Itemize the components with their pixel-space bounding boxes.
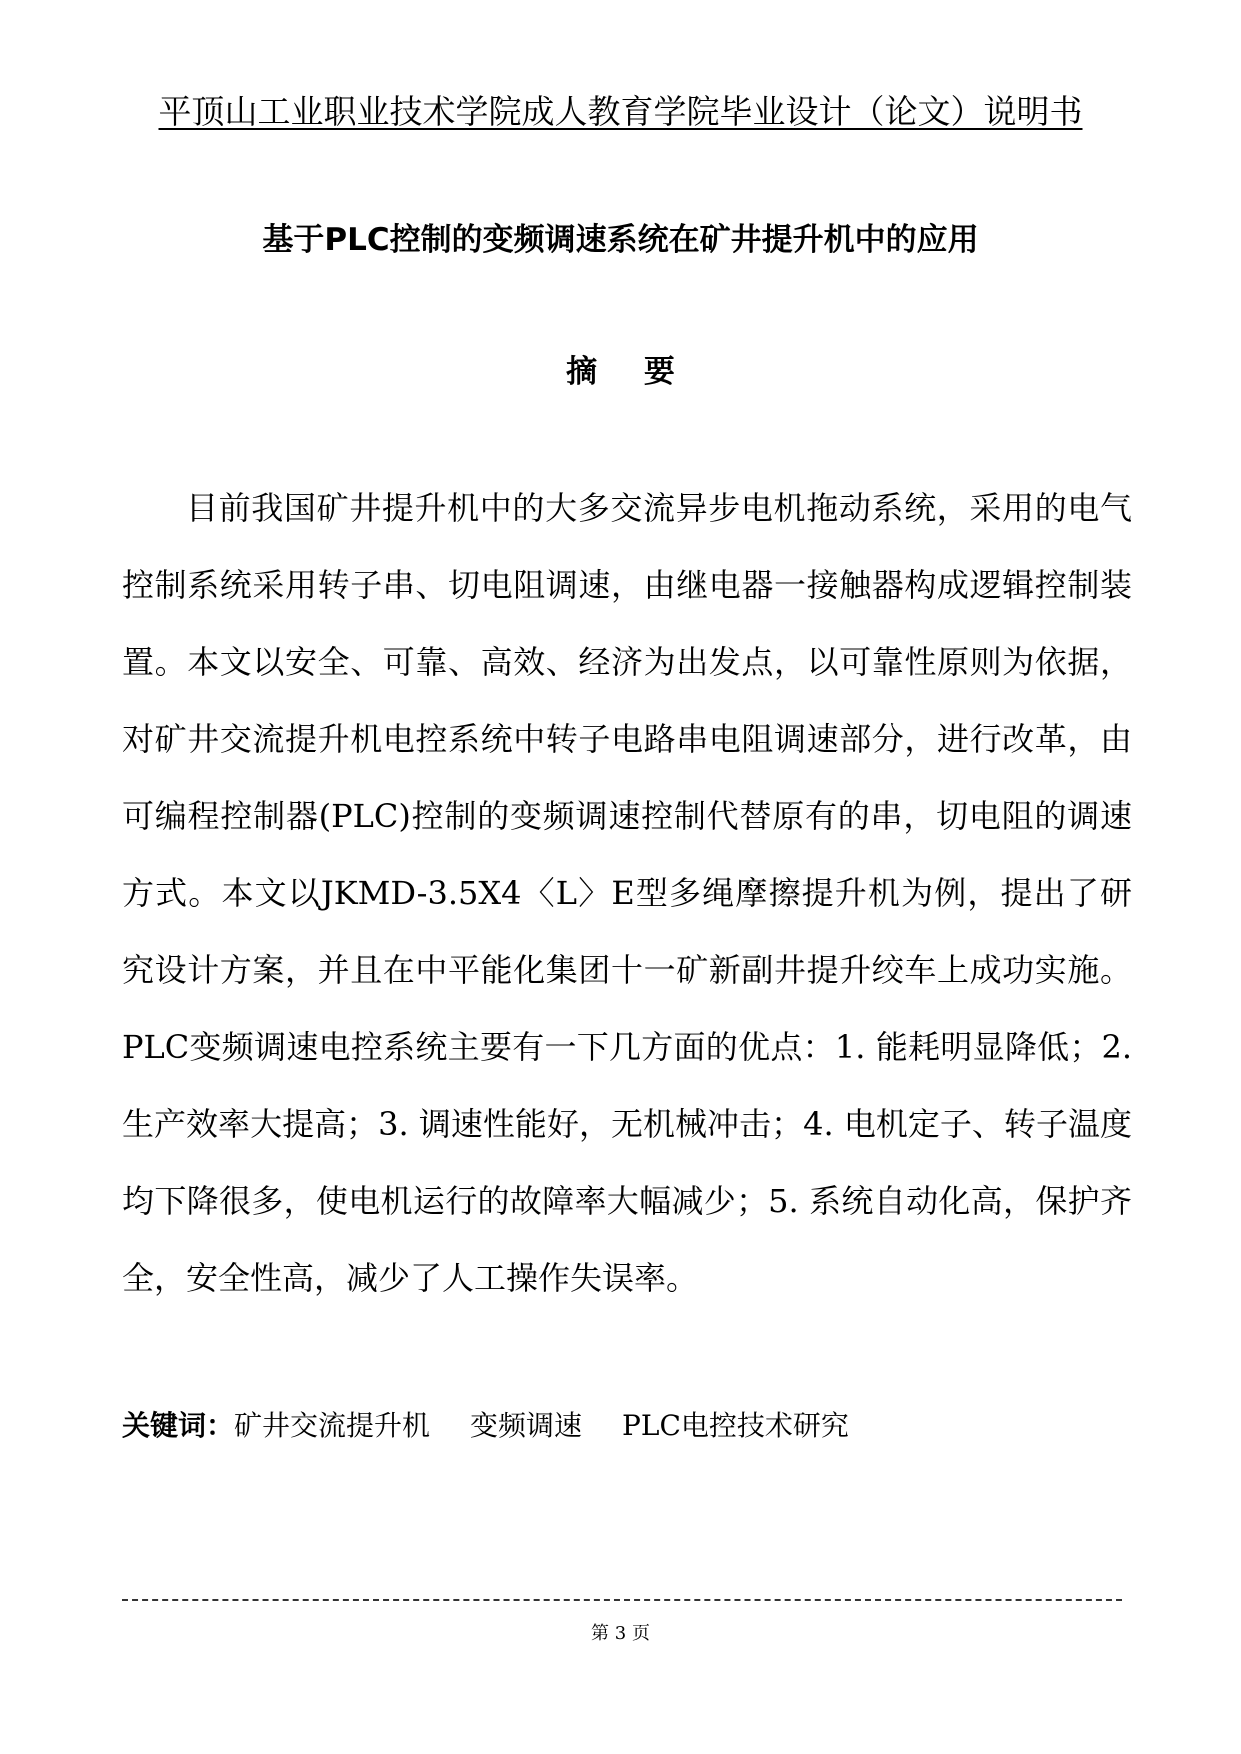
document-header <box>0 90 1241 134</box>
keyword-item: 矿井交流提升机 <box>234 1409 431 1442</box>
thesis-title: 基于PLC控制的变频调速系统在矿井提升机中的应用 <box>262 222 979 258</box>
abstract-paragraph: 目前我国矿井提升机中的大多交流异步电机拖动系统，采用的电气控制系统采用转子串、切电阻调速，由继电器一接触器构成逻辑控制装置。本文以安全、可靠、高效、经济为出发点，以可靠性原则为依据，对矿井交流提升机电控系统中转子电路串电阻调速部分，进行改革，由可编程控制器(PLC)控制的变频调速控制代替原有的串，切电阻的调速方式。本文以JKMD-3.5X4〈L〉E型多绳摩擦提升机为例，提出了研究设计方案，并且在中平能化集团十一矿新副井提升绞车上成功实施。PLC变频调速电控系统主要有一下几方面的优点：1. 能耗明显降低；2. 生产效率大提高；3. 调速性能好，无机械冲击；4. 电机定子、转子温度均下降很多，使电机运行的故障率大幅减少；5. 系统自动化高，保护齐全，安全性高，减少了人工操作失误率。 <box>122 489 1132 1297</box>
page-number: 第 3 页 <box>591 1623 650 1644</box>
keyword-item: 变频调速 <box>470 1409 583 1442</box>
header-text: 平顶山工业职业技术学院成人教育学院毕业设计（论文）说明书 <box>158 92 1083 131</box>
keywords-label: 关键词： <box>122 1409 235 1442</box>
footer-divider <box>122 1599 1122 1601</box>
keywords-line <box>122 1406 1132 1446</box>
keyword-item: PLC电控技术研究 <box>622 1409 849 1442</box>
abstract-heading: 摘 要 <box>566 354 693 390</box>
